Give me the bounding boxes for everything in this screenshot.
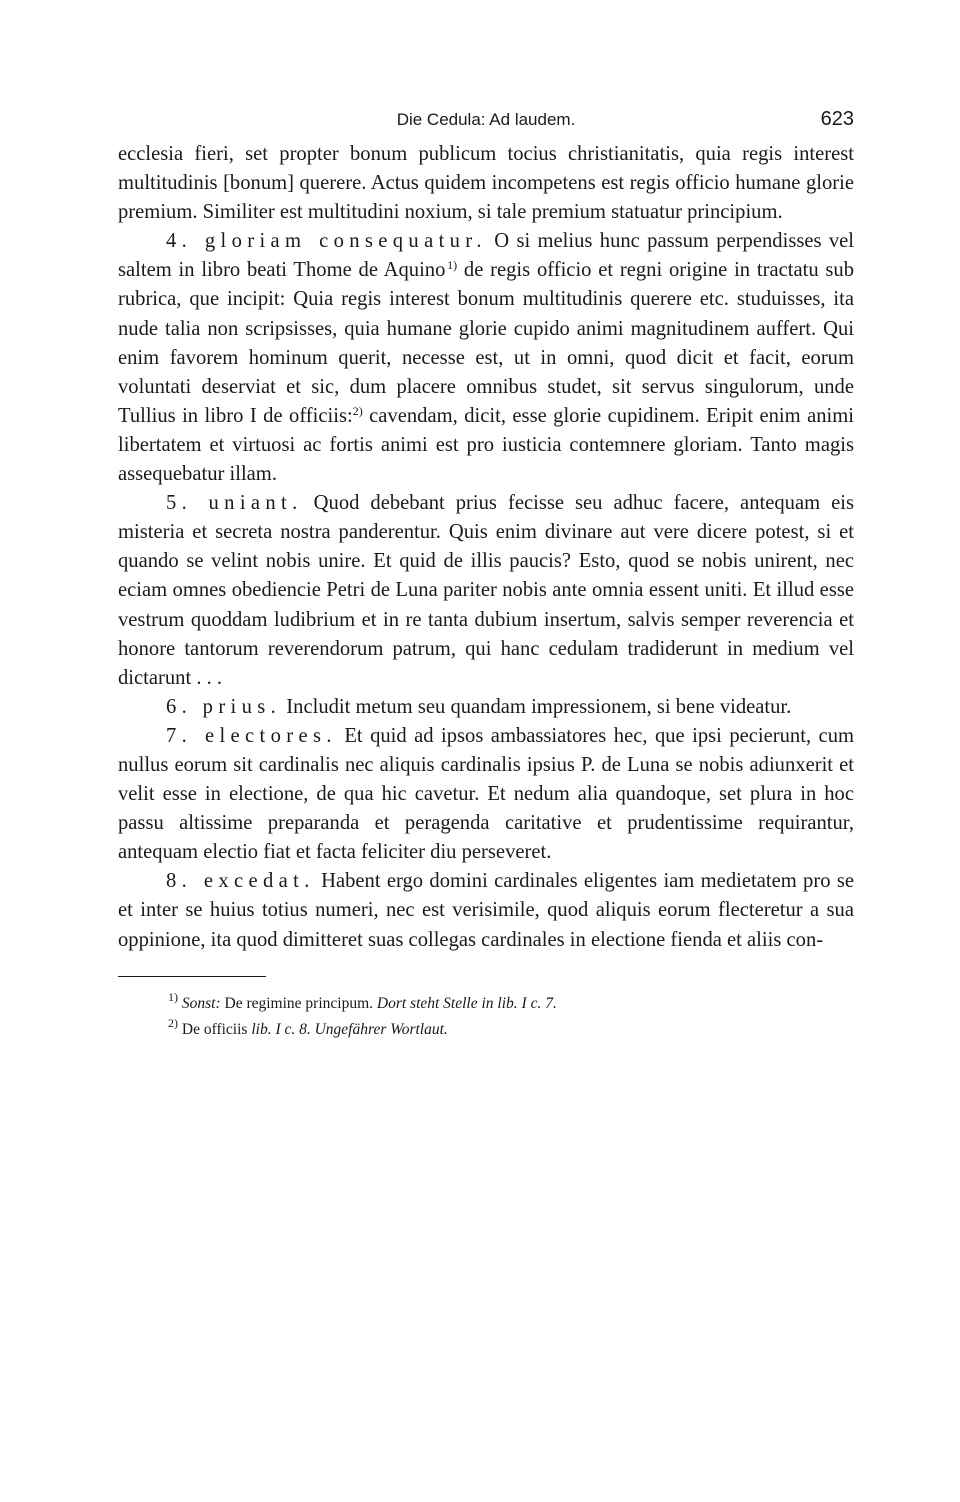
- lemma-6: 6. prius.: [166, 695, 282, 718]
- lemma-4: 4. gloriam consequatur.: [166, 230, 487, 253]
- paragraph-6: [118, 693, 854, 722]
- footnote-text: De regimine principum.: [224, 994, 373, 1012]
- footnote-2: $^{2)}$ De officiis lib. I c. 8. Ungefährer Wortlaut.: [168, 1015, 448, 1038]
- paragraph-text: Quod debebant prius fecisse seu adhuc facere, antequam eis misteria et secreta nostra panderentur. Quis enim divinare aut vere dicere potest, si et quando se velint nobis unire. Et quid de illis paucis? Esto, quod se nobis unirent, nec eciam omnes obediencie Petri de Luna pariter nobis ante omnia essent uniti. Et illud esse vestrum quoddam ludibrium et in re tanta dubium insertum, salvis semper reverencia et honore tantorum reverendorum patrum, qui hanc cedulam tradiderunt in medium vel dictarunt . . .: [118, 492, 854, 689]
- paragraph-5: [118, 489, 854, 693]
- footnotes: [118, 991, 854, 1043]
- paragraph-text: de regis officio et regni origine in tractatu sub rubrica, que incipit: Quia regis interest bonum multitudinis querere etc. studuisses, ita nude talia non scripsisses, quia humane glorie cupido animi magnitudinem auffert. Qui enim favorem hominum querit, necesse est, ut in omni, quod dicit et facit, eorum voluntati deserviat et sic, dum placere omnibus studet, sit servus singulorum, unde Tullius in libro I de officiis:: [118, 259, 854, 427]
- paragraph-8: [118, 867, 854, 954]
- running-head: [118, 102, 854, 140]
- running-title: Die Cedula: Ad laudem.: [396, 110, 576, 129]
- footnote-marker: 1: [168, 989, 174, 1004]
- footnote-text: De officiis: [181, 1020, 248, 1038]
- footnote-italic: Dort steht Stelle in lib. I c. 7.: [376, 994, 557, 1012]
- paragraph-text: Habent ergo domini cardinales eligentes iam medietatem pro se et inter se huius totius numeri, nec est verisimile, quod aliquis eorum flecteretur a sua oppinione, ita quod dimitteret suas collegas cardinales in electione fienda et aliis con-: [118, 870, 854, 951]
- footnote-ref-2[interactable]: 2: [352, 403, 359, 418]
- paragraph-text: Et quid ad ipsos ambassiatores hec, que ipsi pecierunt, cum nullus eorum sit cardinalis nec aliquis cardinalis ipsius P. de Luna se nobis adiunxerit et velit esse in electione, de qua hic cavetur. Et nedum alia quandoque, set plura in hoc passu altissime preparanda et peragenda caritative et prudentissime requirantur, antequam electio fiat et facta feliciter diu perseveret.: [118, 724, 855, 864]
- footnote-ref-1[interactable]: 1: [447, 258, 454, 273]
- lemma-7: 7. electores.: [166, 724, 337, 747]
- body-text: [118, 140, 854, 955]
- lemma-8: 8. excedat.: [166, 870, 315, 893]
- lemma-5: 5. uniant.: [166, 492, 303, 515]
- paragraph-text: ecclesia fieri, set propter bonum publicum tocius christianitatis, quia regis interest multitudinis [bonum] querere. Actus quidem incompetens est regis officio humane glorie premium. Similiter est multitudini noxium, si tale premium statuatur principium.: [118, 143, 854, 224]
- paragraph-continuation: [118, 140, 854, 227]
- paragraph-4: 4. gloriam consequatur. O si melius hunc passum perpendisses vel saltem in libro beati Thome de Aquino $^{1)}$ de regis officio et regni origine in tractatu sub rubrica, que incipit: Quia regis interest bonum multitudinis querere etc. studuisses, ita nude talia non scripsisses, quia humane glorie cupido animi magnitudinem auffert. Qui enim favorem hominum querit, necesse est, ut in omni, quod dicit et facit, eorum voluntati deserviat et sic, dum placere omnibus studet, sit servus singulorum, unde Tullius in libro I de officiis:$^{2)}$ cavendam, dicit, esse glorie cupidinem. Eripit enim animi libertatem et virtuosi ac fortis animi est pro iusticia contemnere gloriam. Tanto magis assequebatur illam.: [118, 230, 855, 486]
- page-number: 623: [820, 108, 854, 130]
- paragraph-text: cavendam, dicit, esse glorie cupidinem. Eripit enim animi libertatem et virtuosi ac fortis animi est pro iusticia contemnere gloriam. Tanto magis assequebatur illam.: [118, 404, 855, 486]
- footnote-italic: lib. I c. 8. Ungefährer Wortlaut.: [251, 1020, 448, 1038]
- paragraph-text: Includit metum seu quandam impressionem, si bene videatur.: [286, 695, 792, 718]
- footnote-italic: Sonst:: [181, 994, 221, 1012]
- paragraph-text: O si melius hunc passum perpendisses vel saltem in libro beati Thome de Aquino: [118, 230, 854, 282]
- book-page: [118, 102, 854, 1043]
- footnote-divider: [118, 976, 266, 977]
- footnote-marker: 2: [168, 1015, 174, 1030]
- paragraph-7: [118, 722, 854, 867]
- footnote-1: $^{1)}$ Sonst: De regimine principum. Dort steht Stelle in lib. I c. 7.: [168, 989, 557, 1012]
